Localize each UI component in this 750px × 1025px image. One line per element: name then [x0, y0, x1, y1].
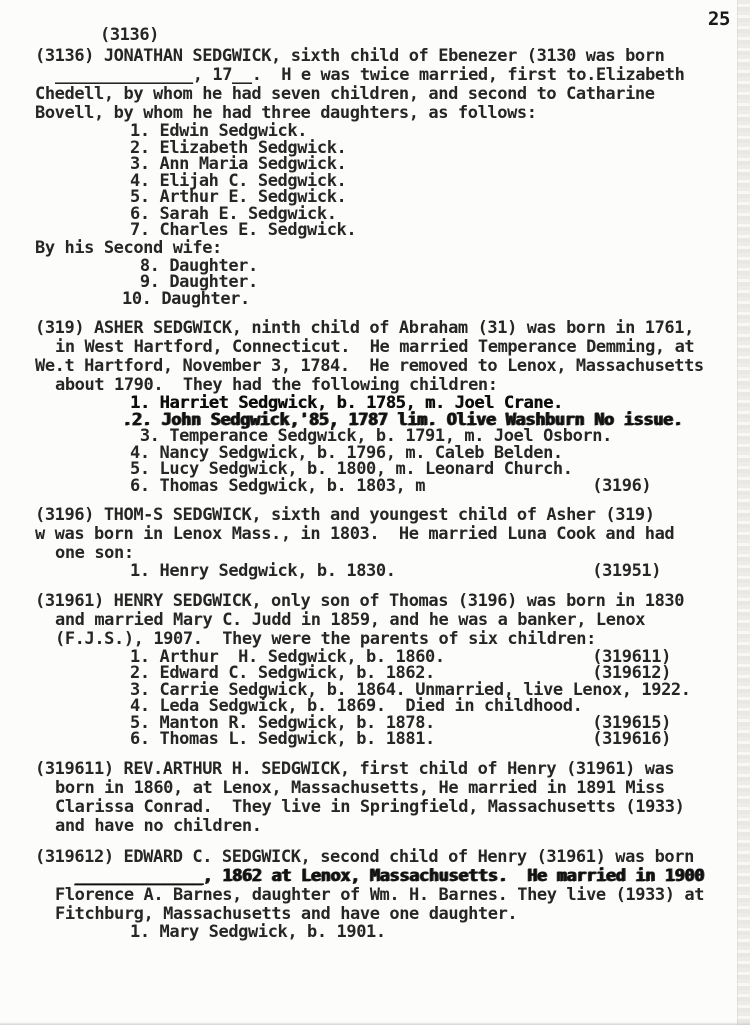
- text-line: 10. Daughter.: [122, 288, 250, 309]
- text-line: 2. Edward C. Sedgwick, b. 1862. (319612): [130, 663, 671, 683]
- text-line: and married Mary C. Judd in 1859, and he was a banker, Lenox: [55, 609, 646, 630]
- text-line: 5. Lucy Sedgwick, b. 1800, m. Leonard Church.: [130, 459, 573, 479]
- text-line: 6. Thomas L. Sedgwick, b. 1881. (319616): [130, 729, 671, 749]
- document-body: [0, 47, 750, 940]
- text-line: 5. Arthur E. Sedgwick.: [130, 187, 347, 207]
- text-line: 9. Daughter.: [130, 272, 258, 292]
- text-line: 1. Mary Sedgwick, b. 1901.: [130, 921, 386, 942]
- text-line: (319611) REV.ARTHUR H. SEDGWICK, first child of Henry (31961) was: [35, 758, 675, 779]
- text-line: about 1790. They had the following children:: [55, 375, 498, 395]
- text-line: and have no children.: [55, 815, 262, 836]
- text-line: w was born in Lenox Mass., in 1803. He married Luna Cook and had: [35, 524, 675, 544]
- text-line: 1. Edwin Sedgwick.: [130, 121, 308, 141]
- text-line: 3. Carrie Sedgwick, b. 1864. Unmarried, live Lenox, 1922.: [130, 679, 691, 700]
- page-number: 25: [707, 8, 730, 30]
- text-line: 8. Daughter.: [130, 255, 258, 276]
- text-line: Clarissa Conrad. They live in Springfield, Massachusetts (1933): [55, 796, 685, 817]
- text-line: Chedell, by whom he had seven children, and second to Catharine: [35, 84, 655, 104]
- text-line: 4. Nancy Sedgwick, b. 1796, m. Caleb Belden.: [130, 442, 563, 463]
- text-line: Florence A. Barnes, daughter of Wm. H. Barnes. They live (1933) at: [55, 884, 705, 905]
- text-line: .2. John Sedgwick,'85, 1787 lim. Olive Washburn No issue.: [122, 409, 683, 430]
- entry-319-asher-sedgwick: [0, 319, 750, 494]
- text-line: 4. Leda Sedgwick, b. 1869. Died in childhood.: [130, 696, 583, 716]
- text-line: in West Hartford, Connecticut. He married Temperance Demming, at: [55, 337, 695, 357]
- text-line: ______________, 17__. H e was twice married, first to.Elizabeth: [55, 65, 685, 85]
- entry-319611-rev-arthur-h-sedgwick: [0, 760, 750, 836]
- text-line: (319612) EDWARD C. SEDGWICK, second child of Henry (31961) was born: [35, 846, 694, 867]
- text-line: (31961) HENRY SEDGWICK, only son of Thomas (3196) was born in 1830: [35, 590, 685, 611]
- text-line: 5. Manton R. Sedgwick, b. 1878. (319615): [130, 712, 671, 733]
- text-line: 3. Ann Maria Sedgwick.: [130, 154, 347, 174]
- text-line: 1. Harriet Sedgwick, b. 1785, m. Joel Crane.: [130, 393, 563, 413]
- entry-319612-edward-c-sedgwick: [0, 848, 750, 941]
- text-line: _____________, 1862 at Lenox, Massachusetts. He married in 1900: [55, 865, 705, 886]
- text-line: (3136) JONATHAN SEDGWICK, sixth child of Ebenezer (3130 was born: [35, 46, 665, 66]
- text-line: one son:: [55, 543, 134, 563]
- entry-3196-thomas-sedgwick: [0, 506, 750, 580]
- text-line: Bovell, by whom he had three daughters, as follows:: [35, 103, 537, 123]
- entry-3136-jonathan-sedgwick: [0, 47, 750, 307]
- entry-31961-henry-sedgwick: [0, 592, 750, 748]
- entry-heading-3136: (3136): [100, 25, 160, 45]
- text-line: 3. Temperance Sedgwick, b. 1791, m. Joel Osborn.: [130, 426, 612, 446]
- text-line: (319) ASHER SEDGWICK, ninth child of Abraham (31) was born in 1761,: [35, 318, 694, 338]
- text-line: Fitchburg, Massachusetts and have one daughter.: [55, 903, 518, 924]
- text-line: 2. Elizabeth Sedgwick.: [130, 137, 347, 158]
- text-line: 1. Henry Sedgwick, b. 1830. (31951): [130, 561, 662, 581]
- text-line: (F.J.S.), 1907. They were the parents of six children:: [55, 628, 596, 649]
- text-line: 4. Elijah C. Sedgwick.: [130, 170, 347, 191]
- text-line: We.t Hartford, November 3, 1784. He removed to Lenox, Massachusetts: [35, 356, 704, 376]
- text-line: 1. Arthur H. Sedgwick, b. 1860. (319611): [130, 646, 671, 667]
- scan-edge-artifact: [737, 0, 750, 1025]
- text-line: (3196) THOM-S SEDGWICK, sixth and youngest child of Asher (319): [35, 505, 655, 525]
- text-line: born in 1860, at Lenox, Massachusetts, He married in 1891 Miss: [55, 777, 665, 798]
- text-line: 6. Sarah E. Sedgwick.: [130, 203, 337, 224]
- text-line: 7. Charles E. Sedgwick.: [130, 220, 357, 240]
- text-line: 6. Thomas Sedgwick, b. 1803, m (3196): [130, 475, 652, 496]
- text-line: By his Second wife:: [35, 237, 222, 258]
